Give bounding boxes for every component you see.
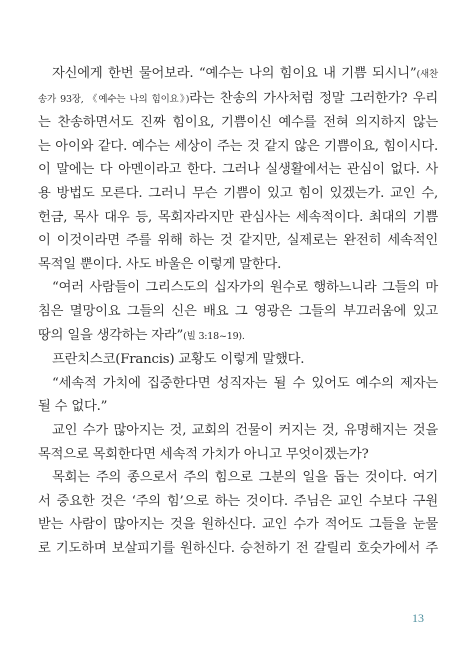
text-line: 프란치스코(Francis) 교황도 이렇게 말했다. bbox=[52, 352, 305, 368]
text-line: 땅의 일을 생각하는 자라”(빌 3:18~19). bbox=[38, 327, 245, 343]
text-line: 는 아이와 같다. 예수는 세상이 주는 것 같지 않은 기쁨이요, 힘이시다. bbox=[38, 138, 438, 154]
text-line: 이 말에는 다 아멘이라고 한다. 그러나 실생활에서는 관심이 없다. 사 bbox=[38, 162, 438, 178]
paragraph bbox=[38, 466, 438, 560]
text-line: 로 기도하며 보살피기를 원하신다. 승천하기 전 갈릴리 호숫가에서 주 bbox=[38, 540, 438, 556]
paragraph bbox=[38, 419, 438, 466]
page-number: 13 bbox=[412, 611, 424, 625]
text-line: 헌금, 목사 대우 등, 목회자라지만 관심사는 세속적이다. 최대의 기쁨 bbox=[38, 209, 438, 225]
text-line: 침은 멸망이요 그들의 신은 배요 그 영광은 그들의 부끄러움에 있고 bbox=[38, 303, 438, 319]
text-line: 이 이것이라면 주를 위해 하는 것 같지만, 실제로는 완전히 세속적인 bbox=[38, 233, 438, 249]
text-line: 송가 93장, 《예수는 나의 힘이요》)라는 찬송의 가사처럼 정말 그러한가? 우리 bbox=[38, 90, 438, 106]
text-line: 목적일 뿐이다. 사도 바울은 이렇게 말한다. bbox=[38, 256, 282, 272]
block-quote bbox=[38, 372, 438, 419]
scripture-reference: (빌 3:18~19). bbox=[183, 330, 245, 342]
text-line: 용 방법도 모른다. 그러니 무슨 기쁨이 있고 힘이 있겠는가. 교인 수, bbox=[38, 185, 438, 201]
text-line: 서 중요한 것은 ‘주의 힘’으로 하는 것이다. 주님은 교인 수보다 구원 bbox=[38, 493, 438, 509]
text-line: 교인 수가 많아지는 것, 교회의 건물이 커지는 것, 유명해지는 것을 bbox=[52, 422, 438, 438]
text-line: 목적으로 목회한다면 세속적 가치가 아니고 무엇이겠는가? bbox=[38, 446, 369, 462]
body-text bbox=[38, 62, 438, 560]
text-line: 는 찬송하면서도 진짜 힘이요, 기쁨이신 예수를 전혀 의지하지 않는 bbox=[38, 115, 438, 131]
text-line: “여러 사람들이 그리스도의 십자가의 원수로 행하느니라 그들의 마 bbox=[52, 280, 438, 296]
text-line: “세속적 가치에 집중한다면 성직자는 될 수 있어도 예수의 제자는 bbox=[52, 375, 438, 391]
text-line: 목회는 주의 종으로서 주의 힘으로 그분의 일을 돕는 것이다. 여기 bbox=[52, 470, 438, 486]
text-line: 자신에게 한번 물어보라. “예수는 나의 힘이요 내 기쁨 되시니”(새찬 bbox=[52, 66, 438, 81]
text-line: 받는 사람이 많아지는 것을 원하신다. 교인 수가 적어도 그들을 눈물 bbox=[38, 517, 438, 533]
block-quote bbox=[38, 276, 438, 348]
paragraph bbox=[38, 62, 438, 276]
paragraph bbox=[38, 348, 438, 372]
text-line: 될 수 없다.” bbox=[38, 399, 108, 415]
